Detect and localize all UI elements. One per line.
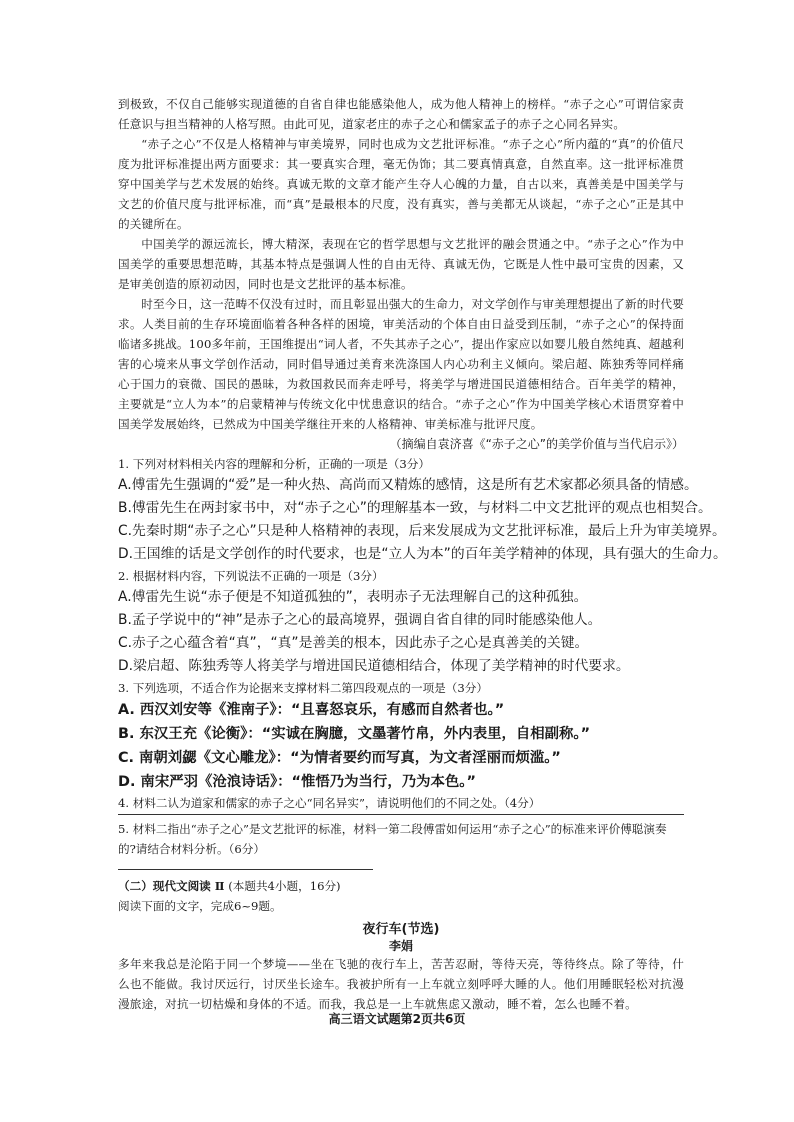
question-1-option-c: C.先秦时期“赤子之心”只是种人格精神的表现，后来发展成为文艺批评标准，最后上升为审美境界。 <box>118 523 726 539</box>
question-3-option-c: C. 南朝刘勰《文心雕龙》：“为情者要约而写真，为文者淫丽而烦滥。” <box>118 750 561 766</box>
section-2-note: (本题共4小题，16分) <box>228 879 341 893</box>
question-2-option-b: B.孟子学说中的“神”是赤子之心的最高境界，强调自省自律的同时能感染他人。 <box>118 612 602 628</box>
question-3-option-b: B. 东汉王充《论衡》：“实诚在胸臆，文墨著竹帛，外内表里，自相副称。” <box>118 726 591 742</box>
question-2-stem: 2. 根据材料内容，下列说法不正确的一项是（3分） <box>118 569 384 583</box>
section-2-heading-text: （二）现代文阅读 Ⅱ <box>118 879 225 893</box>
material-source: （摘编自袁济喜《“赤子之心”的美学价值与当代启示》） <box>389 437 684 451</box>
section-2-instruction: 阅读下面的文字，完成6~9题。 <box>118 899 282 913</box>
question-1-option-a: A.傅雷先生强调的“爱”是一种火热、高尚而又精炼的感情，这是所有艺术家都必须具备的情感。 <box>118 477 698 493</box>
question-4: 4. 材料二认为道家和儒家的赤子之心“同名异实”，请说明他们的不同之处。（4分） <box>118 794 684 815</box>
material-paragraph-4: 时至今日，这一范畴不仅没有过时，而且彰显出强大的生命力，对文学创作与审美理想提出了新的时代要求。人类目前的生存环境面临着各种各样的困境，审美活动的个体自由日益受到压制，“赤子之心”的保持面临诸多挑战。100多年前，王国维提出“词人者，不失其赤子之心”，提出作家应以如婴儿般自然纯真、超越利害的心境来从事文学创作活动，同时倡导通过美育来洗涤国人内心功利主义倾向。梁启超、陈独秀等同样痛心于国力的衰微、国民的愚昧，为救国救民而奔走呼号，将美学与增进国民道德相结合。百年美学的精神，主要就是“立人为本”的启蒙精神与传统文化中忧患意识的结合。“赤子之心”作为中国美学核心术语贯穿着中国美学发展始终，已然成为中国美学继往开来的人格精神、审美标准与批评尺度。 <box>118 297 684 431</box>
passage-title: 夜行车(节选) <box>362 922 440 937</box>
question-3-option-d: D. 南宋严羽《沧浪诗话》：“惟悟乃为当行，乃为本色。” <box>118 774 476 790</box>
passage-text: 多年来我总是沦陷于同一个梦境——坐在飞驰的夜行车上，苦苦忍耐，等待天亮，等待终点。除了等待，什么也不能做。我讨厌远行，讨厌坐长途车。我被护所有一上车就立刻呼呼大睡的人。他们用睡眠轻松对抗漫漫旅途，对抗一切枯燥和身体的不适。而我，我总是一上车就焦虑又激动，睡不着，怎么也睡不着。 <box>118 957 684 1011</box>
question-5: 5. 材料二指出“赤子之心”是文艺批评的标准，材料一第二段傅雷如何运用“赤子之心”的标准来评价傅聪演奏的?请结合材料分析。（6分） <box>118 822 667 856</box>
section-2-heading <box>118 876 684 896</box>
question-2-option-a: A.傅雷先生说“赤子便是不知道孤独的”，表明赤子无法理解自己的这种孤独。 <box>118 589 588 605</box>
page-footer: 高三语文试题第2页共6页 <box>328 1012 466 1026</box>
question-2-option-d: D.梁启超、陈独秀等人将美学与增进国民道德相结合，体现了美学精神的时代要求。 <box>118 658 630 674</box>
exam-page <box>118 94 727 1014</box>
section-divider <box>118 869 373 870</box>
question-3-stem: 3. 下列选项，不适合作为论据来支撑材料二第四段观点的一项是（3分） <box>118 681 488 695</box>
material-paragraph-2: “赤子之心”不仅是人格精神与审美境界，同时也成为文艺批评标准。“赤子之心”所内蕴的“真”的价值尺度为批评标准提出两方面要求：其一要真实合理，毫无伪饰；其二要真情真意，自然直率。这一批评标准贯穿中国美学与艺术发展的始终。真诚无欺的文章才能产生夺人心魄的力量，自古以来，真善美是中国美学与文艺的价值尺度与批评标准，而“真”是最根本的尺度，没有真实，善与美都无从谈起，“赤子之心”正是其中的关键所在。 <box>118 137 684 231</box>
material-paragraph-1: 到极致，不仅自己能够实现道德的自省自律也能感染他人，成为他人精神上的榜样。“赤子之心”可谓信家责任意识与担当精神的人格写照。由此可见，道家老庄的赤子之心和儒家孟子的赤子之心同名异实。 <box>118 97 684 131</box>
question-1-option-d: D.王国维的话是文学创作的时代要求，也是“立人为本”的百年美学精神的体现，具有强大的生命力。 <box>118 546 727 562</box>
question-2-option-c: C.赤子之心蕴含着“真”，“真”是善美的根本，因此赤子之心是真善美的关键。 <box>118 635 589 651</box>
question-3-option-a: A. 西汉刘安等《淮南子》：“且喜怒哀乐，有感而自然者也。” <box>118 702 505 718</box>
passage-author: 李娟 <box>388 939 413 953</box>
question-1-stem: 1. 下列对材料相关内容的理解和分析，正确的一项是（3分） <box>118 457 430 471</box>
material-paragraph-3: 中国美学的源远流长，博大精深，表现在它的哲学思想与文艺批评的融会贯通之中。“赤子之心”作为中国美学的重要思想范畴，其基本特点是强调人性的自由无待、真诚无伪，它既是人性中最可宝贵的因素，又是审美创造的原初动因，同时也是文艺批评的基本标准。 <box>118 237 684 291</box>
question-1-option-b: B.傅雷先生在两封家书中，对“赤子之心”的理解基本一致，与材料二中文艺批评的观点也相契合。 <box>118 500 712 516</box>
